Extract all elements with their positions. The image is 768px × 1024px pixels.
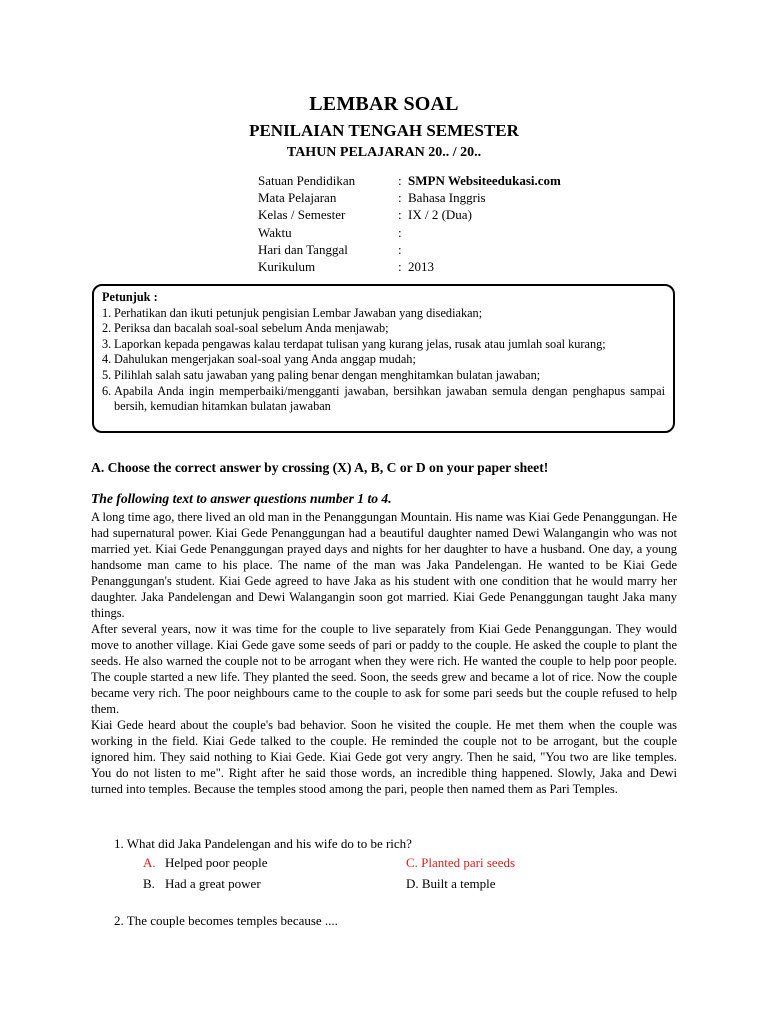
reading-passage <box>91 509 677 797</box>
instruction-number: 1. <box>102 305 112 320</box>
option-text: Helped poor people <box>165 855 268 870</box>
info-value-school: SMPN Websiteedukasi.com <box>408 173 561 188</box>
instruction-item <box>102 368 665 384</box>
info-label: Satuan Pendidikan <box>258 173 356 188</box>
info-row-date <box>258 241 561 258</box>
instruction-number: 6. <box>102 383 112 398</box>
info-value-curriculum: 2013 <box>408 258 434 274</box>
info-label: Kurikulum <box>258 258 316 274</box>
question-1-option-b <box>143 876 261 892</box>
passage-intro: The following text to answer questions number 1 to 4. <box>91 491 392 506</box>
instruction-number: 5. <box>102 367 112 382</box>
exam-info-table <box>258 172 561 275</box>
instruction-item <box>102 337 665 353</box>
instructions-box <box>92 284 675 433</box>
passage-paragraph: A long time ago, there lived an old man in the Penanggungan Mountain. His name was Kiai Gede Penanggungan. He had supernatural power. Kiai Gede Penanggungan had a beautiful daughter named Dewi Walangangin who was not married yet. Kiai Gede Penanggungan prayed days and nights for her daughter to have a husband. One day, a young handsome man came to his place. The name of the man was Jaka Pandelengan. He wanted to be Kiai Gede Penanggungan's student. Kiai Gede agreed to have Jaka as his student with one condition that he would marry her daughter. Jaka Pandelengan and Dewi Walangangin soon got married. Kiai Gede Penanggungan taught Jaka many things. <box>91 510 677 620</box>
question-1-text: 1. What did Jaka Pandelengan and his wife do to be rich? <box>114 836 412 851</box>
instruction-text: Apabila Anda ingin memperbaiki/mengganti jawaban, bersihkan jawaban semula dengan penghapus sampai bersih, kemudian hitamkan bulatan jawaban <box>114 383 665 414</box>
info-row-curriculum <box>258 258 561 275</box>
section-a-heading: A. Choose the correct answer by crossing (X) A, B, C or D on your paper sheet! <box>91 460 549 475</box>
instruction-item <box>102 321 665 337</box>
academic-year: TAHUN PELAJARAN 20.. / 20.. <box>286 145 482 160</box>
info-label: Kelas / Semester <box>258 207 346 223</box>
info-colon: : <box>398 224 402 240</box>
option-letter: C. <box>406 855 418 870</box>
instructions-list <box>102 306 665 415</box>
info-row-time <box>258 224 561 241</box>
info-row-school <box>258 172 561 189</box>
info-row-class <box>258 206 561 223</box>
instruction-text: Laporkan kepada pengawas kalau terdapat tulisan yang kurang jelas, rusak atau jumlah soal kurang; <box>114 336 606 351</box>
instruction-item <box>102 384 665 415</box>
instruction-item <box>102 306 665 322</box>
option-text: Planted pari seeds <box>421 855 516 870</box>
info-colon: : <box>398 207 402 223</box>
option-letter: A. <box>143 855 156 870</box>
instruction-number: 3. <box>102 336 112 351</box>
instruction-text: Perhatikan dan ikuti petunjuk pengisian Lembar Jawaban yang disediakan; <box>114 305 483 320</box>
instruction-number: 4. <box>102 352 112 367</box>
passage-paragraph: Kiai Gede heard about the couple's bad behavior. Soon he visited the couple. He met them when the couple was working in the field. Kiai Gede talked to the couple. He reminded the couple not to be arrogant, but the couple ignored him. They said nothing to Kiai Gede. Kiai Gede got very angry. Then he said, "You two are like temples. You do not listen to me". Right after he said those words, an incredible thing happened. Slowly, Jaka and Dewi turned into temples. Because the temples stood among the pari, people then named them as Pari Temples. <box>91 718 677 796</box>
instruction-item <box>102 352 665 368</box>
instruction-text: Dahulukan mengerjakan soal-soal yang Anda anggap mudah; <box>114 352 416 367</box>
passage-paragraph: After several years, now it was time for the couple to live separately from Kiai Gede Penanggungan. They would move to another village. Kiai Gede gave some seeds of pari or paddy to the couple. He asked the couple to plant the seeds. He also warned the couple not to be arrogant when they were rich. He wanted the couple to help poor people. The couple started a new life. They planted the seed. Soon, the seeds grew and became a lot of rice. Now the couple became very rich. The poor neighbours came to the couple to ask for some pari seeds but the couple refused to help them. <box>91 622 677 716</box>
option-letter: D. <box>406 876 419 891</box>
info-label: Waktu <box>258 224 292 240</box>
info-colon: : <box>398 190 402 206</box>
instruction-text: Pilihlah salah satu jawaban yang paling benar dengan menghitamkan bulatan jawaban; <box>114 367 541 382</box>
instruction-number: 2. <box>102 321 112 336</box>
info-label: Hari dan Tanggal <box>258 241 348 257</box>
option-text: Built a temple <box>421 876 496 891</box>
question-2-text: 2. The couple becomes temples because .... <box>114 913 338 928</box>
page-title: LEMBAR SOAL <box>309 93 459 115</box>
info-colon: : <box>398 241 402 257</box>
info-row-subject <box>258 189 561 206</box>
info-colon: : <box>398 258 402 274</box>
info-value-class: IX / 2 (Dua) <box>408 207 472 223</box>
info-label: Mata Pelajaran <box>258 190 337 206</box>
page-subtitle: PENILAIAN TENGAH SEMESTER <box>249 121 519 140</box>
instructions-title: Petunjuk : <box>102 290 158 304</box>
question-1-option-c <box>406 855 515 871</box>
option-letter: B. <box>143 876 155 891</box>
info-colon: : <box>398 173 402 188</box>
option-text: Had a great power <box>165 876 261 891</box>
instruction-text: Periksa dan bacalah soal-soal sebelum Anda menjawab; <box>114 321 389 336</box>
question-1-option-d <box>406 876 496 892</box>
question-1-option-a <box>143 855 268 871</box>
info-value-subject: Bahasa Inggris <box>408 190 486 206</box>
